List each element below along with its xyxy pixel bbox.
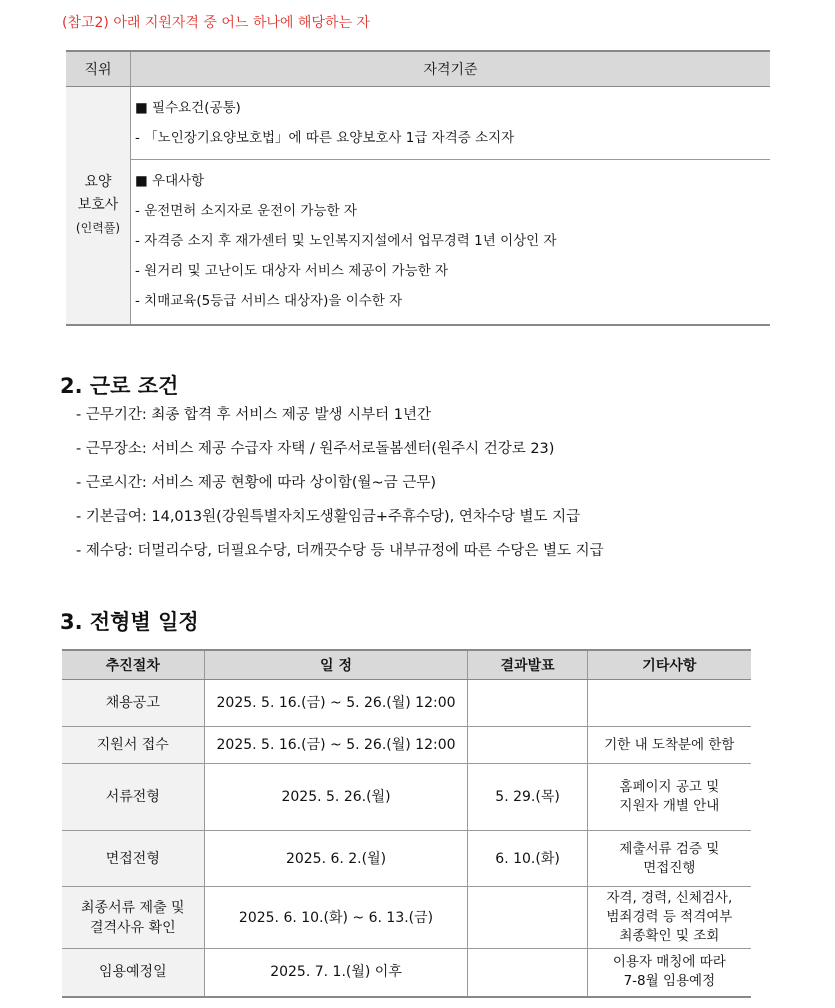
schedule-row	[62, 764, 751, 831]
note-cell-line: 이용자 매칭에 따라	[612, 954, 726, 971]
note-cell-line: 7-8월 임용예정	[623, 973, 716, 990]
result-cell	[468, 727, 587, 764]
date-cell: 2025. 7. 1.(월) 이후	[204, 949, 468, 997]
result-cell	[468, 887, 587, 949]
note-cell	[587, 764, 751, 831]
required-item: - 「노인장기요양보호법」에 따른 요양보호사 1급 자격증 소지자	[135, 130, 515, 146]
note-cell-line: 제출서류 검증 및	[619, 840, 720, 857]
schedule-header-row	[62, 650, 751, 680]
note-cell-line: 최종확인 및 조회	[619, 928, 720, 944]
conditions-heading: 2. 근로 조건	[60, 374, 179, 398]
condition-item: - 근로시간: 서비스 제공 현황에 따라 상이함(월~금 근무)	[76, 475, 436, 491]
step-cell-line: 결격사유 확인	[90, 919, 176, 936]
date-cell: 2025. 5. 26.(월)	[204, 764, 468, 831]
note-cell	[587, 727, 751, 764]
date-cell: 2025. 6. 2.(월)	[204, 831, 468, 887]
condition-item: - 근무기간: 최종 합격 후 서비스 제공 발생 시부터 1년간	[76, 407, 431, 423]
date-cell: 2025. 5. 16.(금) ~ 5. 26.(월) 12:00	[204, 727, 468, 764]
note-cell	[587, 887, 751, 949]
step-cell	[62, 949, 204, 997]
required-title: ■ 필수요건(공통)	[135, 100, 241, 116]
step-cell-line: 채용공고	[105, 695, 160, 711]
qualification-table	[66, 50, 770, 326]
header-result: 결과발표	[468, 650, 587, 680]
condition-item: - 제수당: 더멀리수당, 더필요수당, 더깨끗수당 등 내부규정에 따른 수당은 별도 지급	[76, 543, 604, 559]
reference-note: (참고2) 아래 지원자격 중 어느 하나에 해당하는 자	[62, 15, 370, 31]
preferred-item: - 자격증 소지 후 재가센터 및 노인복지지설에서 업무경력 1년 이상인 자	[135, 233, 557, 249]
note-cell-line: 홈페이지 공고 및	[619, 779, 720, 795]
position-line: 요양	[84, 174, 112, 190]
step-cell-line: 지원서 접수	[96, 737, 169, 753]
preferred-title: ■ 우대사항	[135, 173, 205, 189]
preferred-item: - 치매교육(5등급 서비스 대상자)을 이수한 자	[135, 293, 403, 309]
step-cell	[62, 764, 204, 831]
qualification-header-row	[66, 51, 770, 87]
preferred-item: - 운전면허 소지자로 운전이 가능한 자	[135, 203, 357, 219]
date-cell: 2025. 5. 16.(금) ~ 5. 26.(월) 12:00	[204, 680, 468, 727]
header-note: 기타사항	[587, 650, 751, 680]
preferred-item: - 원거리 및 고난이도 대상자 서비스 제공이 가능한 자	[135, 263, 449, 279]
header-criteria: 자격기준	[131, 51, 771, 87]
note-cell-line: 지원자 개별 안내	[619, 798, 720, 814]
position-cell	[66, 87, 131, 326]
note-cell	[587, 949, 751, 997]
schedule-table	[62, 649, 751, 998]
conditions-list	[76, 402, 604, 572]
schedule-row	[62, 949, 751, 997]
schedule-heading: 3. 전형별 일정	[60, 610, 199, 634]
date-cell: 2025. 6. 10.(화) ~ 6. 13.(금)	[204, 887, 468, 949]
step-cell	[62, 831, 204, 887]
header-position: 직위	[66, 51, 131, 87]
step-cell-line: 임용예정일	[98, 964, 167, 981]
step-cell-line: 면접전형	[105, 850, 160, 867]
preferred-section	[131, 160, 771, 326]
schedule-row	[62, 831, 751, 887]
header-step: 추진절차	[62, 650, 204, 680]
step-cell	[62, 680, 204, 727]
note-cell-line: 기한 내 도착분에 한함	[604, 736, 735, 753]
result-cell	[468, 680, 587, 727]
result-cell: 6. 10.(화)	[468, 831, 587, 887]
step-cell	[62, 727, 204, 764]
required-section	[131, 87, 771, 160]
condition-item: - 근무장소: 서비스 제공 수급자 자택 / 원주서로돌봄센터(원주시 건강로 23)	[76, 441, 555, 457]
note-cell-line: 범죄경력 등 적격여부	[606, 909, 733, 925]
condition-item: - 기본급여: 14,013원(강원특별자치도생활임금+주휴수당), 연차수당 별도 지급	[76, 509, 581, 525]
result-cell	[468, 949, 587, 997]
schedule-row	[62, 680, 751, 727]
note-cell-line: 면접진행	[643, 859, 696, 876]
step-cell-line: 서류전형	[105, 789, 160, 805]
position-pool: (인력풀)	[75, 221, 121, 235]
step-cell-line: 최종서류 제출 및	[81, 899, 185, 916]
schedule-row	[62, 727, 751, 764]
result-cell: 5. 29.(목)	[468, 764, 587, 831]
note-cell-line: 자격, 경력, 신체검사,	[606, 890, 733, 906]
schedule-row	[62, 887, 751, 949]
header-date: 일 정	[204, 650, 468, 680]
position-line: 보호사	[77, 197, 119, 213]
note-cell	[587, 831, 751, 887]
note-cell	[587, 680, 751, 727]
step-cell	[62, 887, 204, 949]
